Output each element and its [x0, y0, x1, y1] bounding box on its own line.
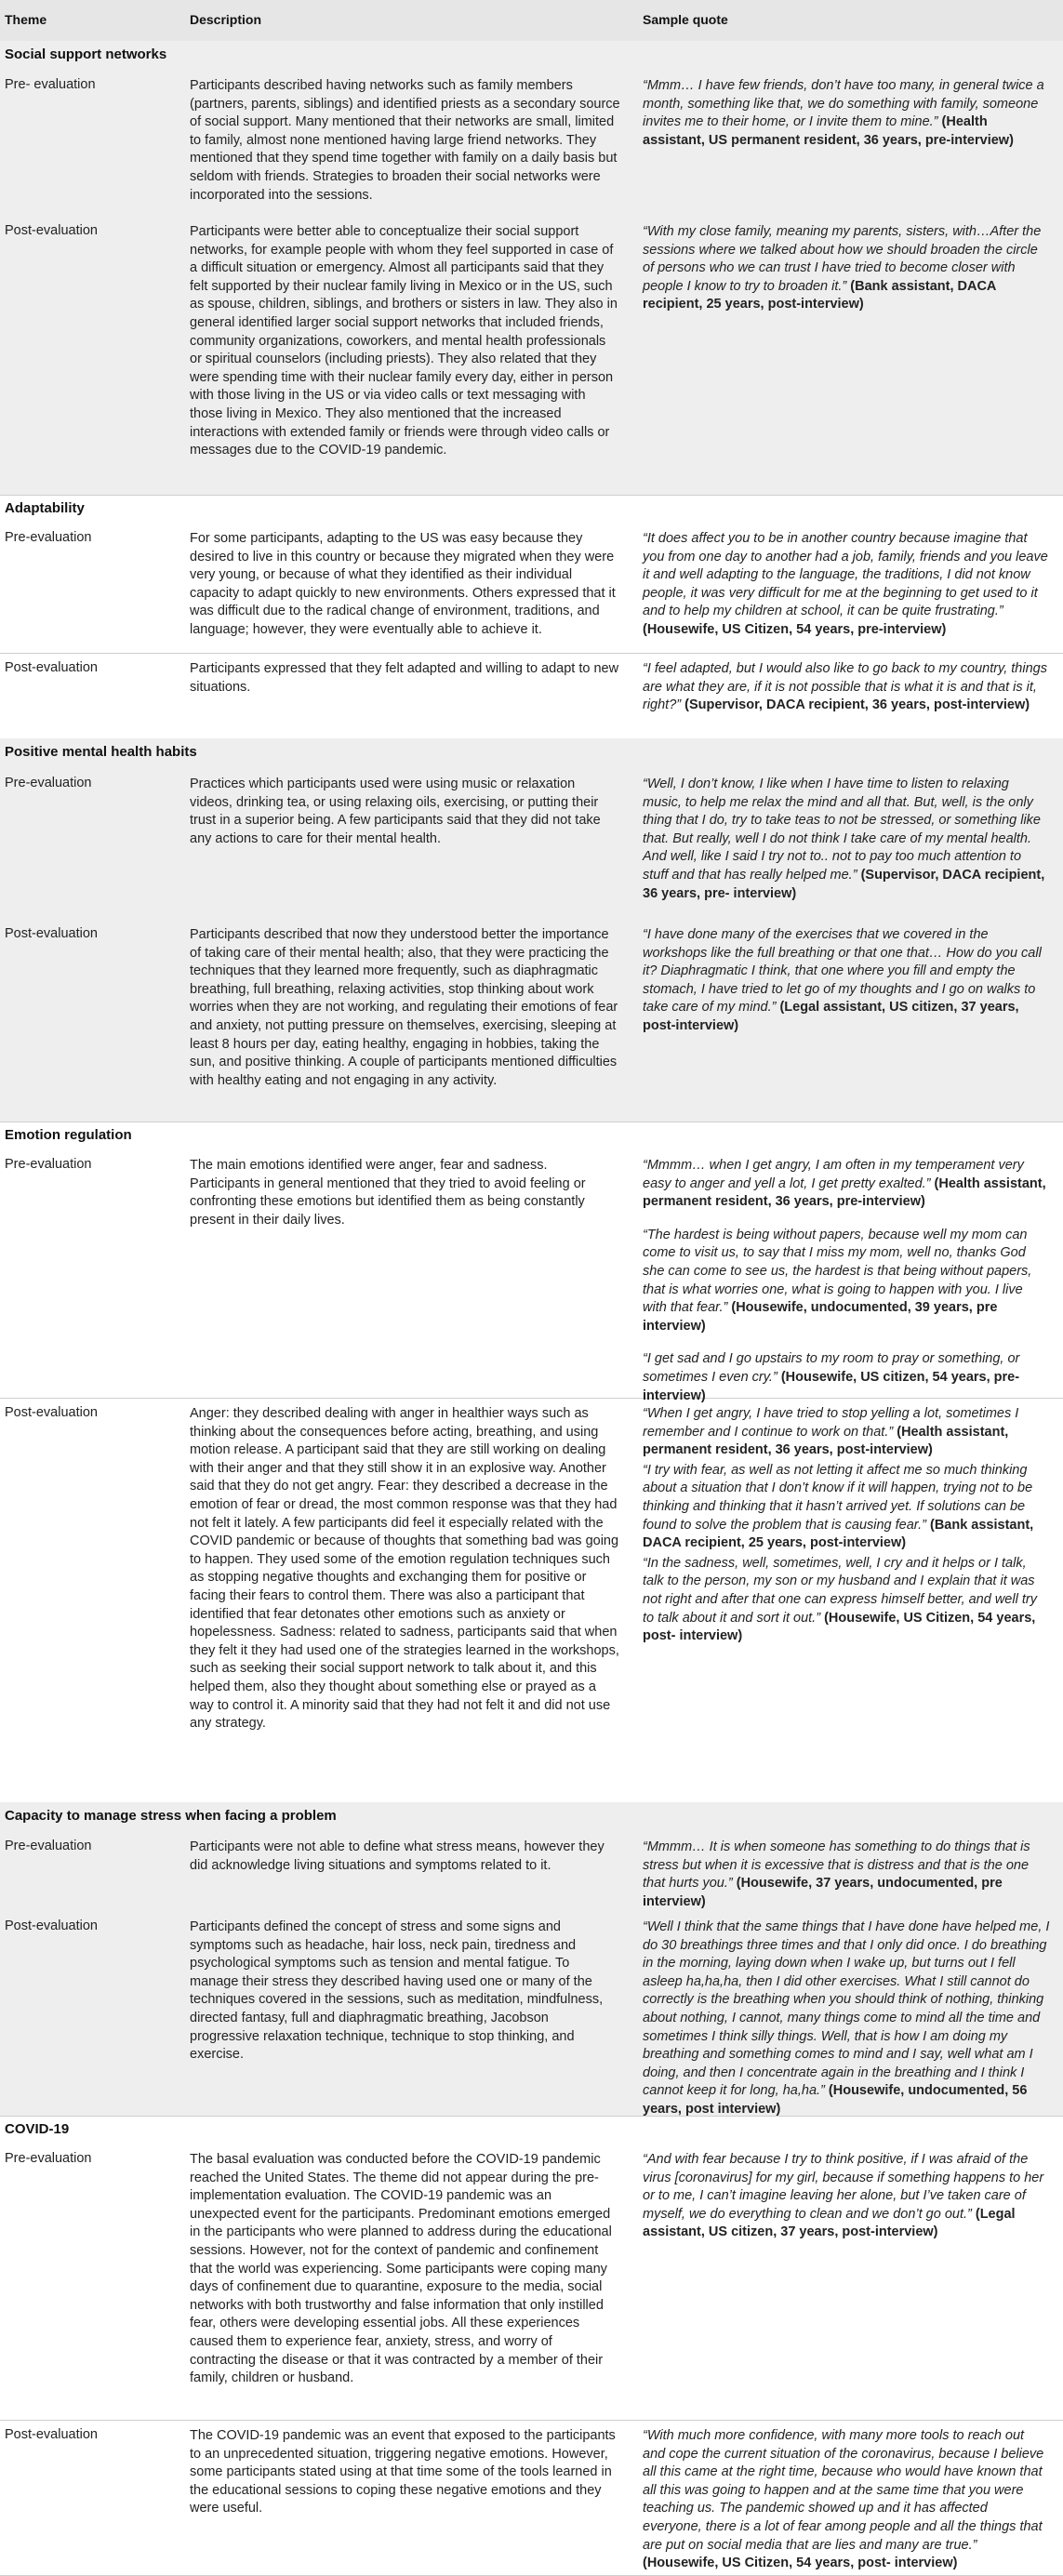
evaluation-label: Pre- evaluation: [5, 77, 96, 92]
table-row: [0, 2144, 1063, 2421]
sample-quote: “And with fear because I try to think positive, if I was afraid of the virus [coronavirus] for my girl, because if something happens to her or to me, I can’t imagine leaving her alone, but I’ve taken care of myself, we do everything to clean and we don’t go out.” (Legal assistant, US citizen, 37 years, post-interview): [643, 2152, 1044, 2240]
theme-title: Emotion regulation: [5, 1127, 132, 1143]
quote-cell: [643, 2151, 1050, 2242]
sample-quote: “Mmmm… when I get angry, I am often in my temperament very easy to anger and yell a lot, I get pretty exalted.” (Health assistant, permanent resident, 36 years, pre-interview): [643, 1158, 1046, 1210]
table-row: [0, 1831, 1063, 1912]
evaluation-label: Post-evaluation: [5, 1405, 98, 1420]
evaluation-label: Post-evaluation: [5, 223, 98, 238]
quote-cell: [643, 2427, 1050, 2573]
theme-row-covid-19: [0, 2116, 1063, 2144]
sample-quote: “I get sad and I go upstairs to my room to pray or something, or sometimes I even cry.” (Housewife, US citizen, 54 years, pre-interview): [643, 1351, 1020, 1403]
quote-cell: [643, 1405, 1050, 1646]
description-cell: The main emotions identified were anger, fear and sadness. Participants in general mentioned that they tried to avoid feeling or confronting these emotions but identified them as being constantly present in their daily lives.: [190, 1158, 586, 1228]
table-row: [0, 2420, 1063, 2576]
evaluation-label: Pre-evaluation: [5, 530, 92, 545]
evaluation-label: Pre-evaluation: [5, 2151, 92, 2166]
sample-quote: “In the sadness, well, sometimes, well, I cry and it helps or I talk, talk to the person, my son or my husband and I explain that it was not right and after that one can express himself better, and well try to talk about it and sort it out.” (Housewife, US Citizen, 54 years, post- interview): [643, 1555, 1037, 1644]
description-cell: The COVID-19 pandemic was an event that exposed to the participants to an unprecedented situation, triggering negative emotions. However, some participants stated using at that time some of the tools learned in the educational sessions to coping these negative emotions and they were useful.: [190, 2428, 616, 2516]
theme-row-mental-health-habits: [0, 738, 1063, 768]
evaluation-label: Post-evaluation: [5, 2427, 98, 2442]
table-row: [0, 1911, 1063, 2117]
description-cell: Participants were better able to conceptualize their social support networks, for example people with whom they feel supported in case of a difficult situation or emergency. Almost all participants said that they felt supported by their nuclear family living in Mexico or in the US, such as spouse, children, siblings, and brothers or sisters in law. They also in general identified larger social support networks that included friends, community organizations, coworkers, and mental health professionals or spiritual counselors (including priests). They also related that they were spending time with their nuclear family every day, either in person with those living in the US or via video calls or text messaging with those living in Mexico. They also mentioned that the increased interactions with extended family or friends were through video calls or messages due to the COVID-19 pandemic.: [190, 224, 618, 458]
description-cell: The basal evaluation was conducted before the COVID-19 pandemic reached the United States. The theme did not appear during the pre-implementation evaluation. The COVID-19 pandemic was an unexpected event for the participants. Predominant emotions emerged in the participants who were planned to address during the educational sessions. However, not for the context of pandemic and confinement that the world was experiencing. Some participants were coping many days of confinement due to quarantine, exposure to the media, social networks with both trustworthy and false information that only instilled fear, others were developing essential jobs. All these experiences caused them to experience fear, anxiety, stress, and worry of contracting the disease or that it was contracted by a member of their family, children or husband.: [190, 2152, 612, 2386]
sample-quote: “The hardest is being without papers, because well my mom can come to visit us, to say that I miss my mom, well no, thanks God she can come to see us, the hardest is that being without papers, that is what worries one, what is going to happen with you. I live with that fear.” (Housewife, undocumented, 39 years, pre interview): [643, 1227, 1032, 1334]
quote-cell: [643, 1839, 1050, 1911]
evaluation-label: Post-evaluation: [5, 926, 98, 941]
evaluation-label: Pre-evaluation: [5, 776, 92, 790]
theme-row-emotion-regulation: [0, 1122, 1063, 1149]
sample-quote: “Mmmm… It is when someone has something to do things that is stress but when it is excessive that is distress and that is the one that hurts you.” (Housewife, 37 years, undocumented, pre interview): [643, 1839, 1030, 1909]
quote-cell: [643, 776, 1050, 903]
table-row: [0, 1398, 1063, 1803]
theme-title: Social support networks: [5, 46, 167, 62]
description-cell: Participants expressed that they felt adapted and willing to adapt to new situations.: [190, 661, 619, 695]
sample-quote: “I have done many of the exercises that we covered in the workshops like the full breathing or that one that… How do you call it? Diaphragmatic I think, that one where you fill and empty the stomach, I have tried to let go of my thoughts and I go on walks to take care of my mind.” (Legal assistant, US citizen, 37 years, post-interview): [643, 927, 1042, 1033]
description-cell: For some participants, adapting to the US was easy because they desired to live in this country or because they migrated when they were very young, or because of what they identified as their individual capacity to adapt quickly to new environments. Others expressed that it was difficult due to the radical change of environment, traditions, and language; however, they were eventually able to achieve it.: [190, 531, 616, 637]
sample-quote: “Well I think that the same things that I have done have helped me, I do 30 breathings three times and that I only did once. I do breathing in the morning, laying down when I wake up, but turns out I fell asleep ha,ha,ha, then I did other exercises. What I still cannot do correctly is the breathing when you should think of nothing, thinking about nothing, I cannot, many things come to mind all the time and sometimes I think silly things. Well, that is how I am doing my breathing and something comes to mind and I say, well what am I doing, and then I concentrate again in the breathing and I think I cannot keep it for long, ha,ha.” (Housewife, undocumented, 56 years, post interview): [643, 1919, 1050, 2117]
table-row: [0, 70, 1063, 217]
table-row: [0, 216, 1063, 496]
description-cell: Participants described that now they understood better the importance of taking care of their mental health; also, that they were practicing the techniques that they learned more frequently, such as diaphragmatic breathing, full breathing, relaxing activities, stop thinking about work worries when they are not working, and regulating their emotions of fear and anxiety, not putting pressure on themselves, exercising, sleeping at least 8 hours per day, eating healthy, engaging in hobbies, taking the sun, and positive thinking. A couple of participants mentioned difficulties with healthy eating and not engaging in any activity.: [190, 927, 618, 1088]
sample-quote: “When I get angry, I have tried to stop yelling a lot, sometimes I remember and I continue to work on that.” (Health assistant, permanent resident, 36 years, post-interview): [643, 1406, 1019, 1458]
quote-cell: [643, 223, 1050, 314]
quote-cell: [643, 77, 1050, 150]
sample-quote: “Well, I don’t know, I like when I have time to listen to relaxing music, to help me relax the mind and all that. But, well, is the only thing that I do, try to take teas to not be stressed, or something like that. But really, well I do not think I take care of my mental health. And well, like I said I try not to.. not to pay too much attention to stuff and that has really helped me.” (Supervisor, DACA recipient, 36 years, pre- interview): [643, 777, 1045, 901]
table-row: [0, 523, 1063, 654]
sample-quote: “With my close family, meaning my parents, sisters, with…After the sessions where we talked about how we should broaden the circle of persons who we can trust I have tried to become closer with people I know to try to broaden it.” (Bank assistant, DACA recipient, 25 years, post-interview): [643, 224, 1042, 312]
quote-cell: [643, 1157, 1050, 1405]
header-description: Description: [190, 12, 262, 27]
table-row: [0, 653, 1063, 739]
description-cell: Anger: they described dealing with anger in healthier ways such as thinking about the consequences before acting, breathing, and using motion release. A participant said that they are still working on dealing with their anger and that they still show it in an explosive way. Another said that they do not get angry. Fear: they described a decrease in the emotion of fear or dread, the most common response was that they had not felt it lately. A few participants did feel it especially related with the COVID pandemic or because of thoughts that something bad was going to happen. They used some of the emotion regulation techniques such as stopping negative thoughts and exchanging them for positive or facing their fears to control them. There was also a participant that identified that fear detonates other emotions such as anxiety or hopelessness. Sadness: related to sadness, participants said that when they felt it they had used one of the strategies learned in the workshops, such as seeking their social support network to talk about it, and this helped them, also they thought about something else or prayed as a way to control it. A minority said that they had not felt it and did not use any strategy.: [190, 1406, 619, 1732]
theme-title: COVID-19: [5, 2121, 70, 2137]
description-cell: Participants were not able to define what stress means, however they did acknowledge living situations and symptoms related to it.: [190, 1839, 605, 1873]
sample-quote: “It does affect you to be in another country because imagine that you from one day to another had a job, family, friends and you leave it and well adapting to the language, the traditions, I did not know people, it was very difficult for me at the beginning to get used to it and to help my children at school, it can be quite frustrating.” (Housewife, US Citizen, 54 years, pre-interview): [643, 531, 1048, 637]
sample-quote: “I feel adapted, but I would also like to go back to my country, things are what they are, if it is not possible that is what it is and that is it, right?” (Supervisor, DACA recipient, 36 years, post-interview): [643, 661, 1047, 713]
table-row: [0, 768, 1063, 920]
table-row: [0, 919, 1063, 1122]
sample-quote: “With much more confidence, with many more tools to reach out and cope the current situation of the coronavirus, because I believe all this came at the right time, because who would have known that all this was going to happen and at the same time that you were teaching us. The pandemic showed up and it has affected everyone, there is a lot of fear among people and all the things that are put on social media that are lies and many are true.” (Housewife, US Citizen, 54 years, post- interview): [643, 2428, 1044, 2571]
quote-cell: [643, 1919, 1050, 2119]
evaluation-label: Post-evaluation: [5, 1919, 98, 1933]
theme-title: Capacity to manage stress when facing a problem: [5, 1808, 337, 1824]
header-theme: Theme: [5, 12, 47, 27]
theme-row-stress-management: [0, 1802, 1063, 1831]
quote-cell: [643, 926, 1050, 1036]
quote-cell: [643, 530, 1050, 640]
description-cell: Participants described having networks such as family members (partners, parents, siblings) and identified priests as a secondary source of social support. Many mentioned that their networks are small, limited to family, almost none mentioned having large friend networks. They mentioned that they spend time together with family on a daily basis but seldom with friends. Strategies to broaden their social networks were incorporated into the sessions.: [190, 78, 620, 203]
sample-quote: “Mmm… I have few friends, don’t have too many, in general twice a month, something like that, we do something with family, someone invites me to their home, or I invite them to mine.” (Health assistant, US permanent resident, 36 years, pre-interview): [643, 78, 1044, 148]
quote-cell: [643, 660, 1050, 715]
theme-row-adaptability: [0, 495, 1063, 523]
evaluation-label: Pre-evaluation: [5, 1839, 92, 1853]
theme-title: Positive mental health habits: [5, 744, 197, 760]
evaluation-label: Pre-evaluation: [5, 1157, 92, 1172]
header-sample-quote: Sample quote: [643, 12, 728, 27]
description-cell: Participants defined the concept of stress and some signs and symptoms such as headache, hair loss, neck pain, tiredness and psychological symptoms such as tension and mental fatigue. To manage their stress they described having used one or many of the techniques covered in the sessions, such as meditation, mindfulness, directed fantasy, full and diaphragmatic breathing, Jacobson progressive relaxation technique, technique to stop thinking, and exercise.: [190, 1919, 604, 2063]
theme-row-social-support: [0, 41, 1063, 70]
evaluation-label: Post-evaluation: [5, 660, 98, 675]
description-cell: Practices which participants used were using music or relaxation videos, drinking tea, or using relaxing oils, exercising, or putting their trust in a superior being. A few participants said that they did not take any actions to care for their mental health.: [190, 777, 601, 846]
theme-title: Adaptability: [5, 500, 85, 516]
table-header: [0, 0, 1063, 41]
sample-quote: “I try with fear, as well as not letting it affect me so much thinking about a situation that I don’t know if it will happen, trying not to be thinking and thinking that it hasn’t arrived yet. If solutions can be found to solve the problem that is causing fear.” (Bank assistant, DACA recipient, 25 years, post-interview): [643, 1462, 1034, 1551]
table-row: [0, 1149, 1063, 1403]
